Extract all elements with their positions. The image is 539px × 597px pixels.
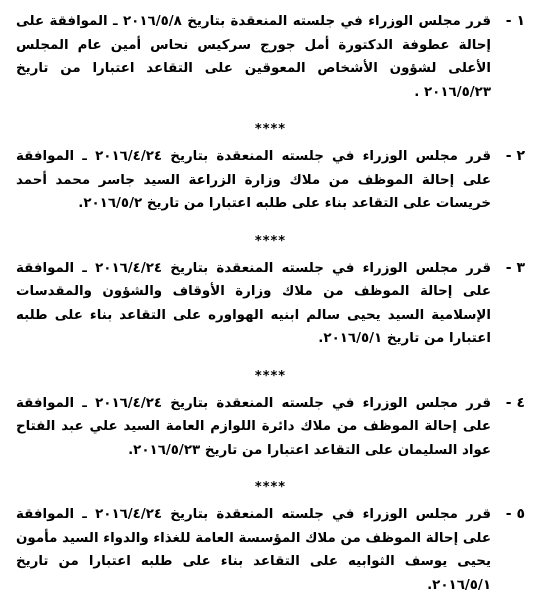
item-text: قرر مجلس الوزراء في جلسته المنعقدة بتاريخ ٢٠١٦/٤/٢٤ ـ الموافقة على إحالة الموظف من ملاك المؤسسة العامة للغذاء والدواء السيد مأمون يحيى يوسف الثوابيه على التقاعد بناء على طلبه اعتبارا من تاريخ ٢٠١٦/٥/١. [16,507,491,593]
decision-item-2 [16,145,525,216]
item-text: قرر مجلس الوزراء في جلسته المنعقدة بتاريخ ٢٠١٦/٥/٨ ـ الموافقة على إحالة عطوفة الدكتورة أمل جورج سركيس نحاس أمين عام المجلس الأعلى لشؤون الأشخاص المعوقين على التقاعد اعتبارا من تاريخ ٢٠١٦/٥/٢٣ . [16,14,491,100]
item-number: ٣ - [505,259,525,276]
item-text: قرر مجلس الوزراء في جلسته المنعقدة بتاريخ ٢٠١٦/٤/٢٤ ـ الموافقة على إحالة الموظف من ملاك وزارة الزراعة السيد جاسر محمد أحمد خريسات على التقاعد بناء على طلبه اعتبارا من تاريخ ٢٠١٦/٥/٢. [16,149,491,211]
item-number: ١ - [505,13,525,29]
separator: **** [254,480,287,495]
decision-item-3 [16,257,525,351]
decision-item-4 [16,392,525,463]
item-number: ٥ - [505,506,525,522]
item-number: ٤ - [505,394,525,411]
separator: **** [254,368,287,384]
decision-item-5 [16,503,525,597]
decision-item-1 [16,10,525,104]
item-text: قرر مجلس الوزراء في جلسته المنعقدة بتاريخ ٢٠١٦/٤/٢٤ ـ الموافقة على إحالة الموظف من ملاك وزارة الأوقاف والشؤون والمقدسات الإسلامية السيد يحيى سالم ابنيه الهواوره على التقاعد بناء على طلبه اعتبارا من تاريخ ٢٠١٦/٥/١. [16,260,491,346]
separator: **** [254,122,287,137]
item-number: ٢ - [505,148,525,164]
separator: **** [254,233,287,249]
item-text: قرر مجلس الوزراء في جلسته المنعقدة بتاريخ ٢٠١٦/٤/٢٤ ـ الموافقة على إحالة الموظف من ملاك دائرة اللوازم العامة السيد علي عبد الفتاح عواد السليمان على التقاعد اعتبارا من تاريخ ٢٠١٦/٥/٢٣. [16,395,491,458]
